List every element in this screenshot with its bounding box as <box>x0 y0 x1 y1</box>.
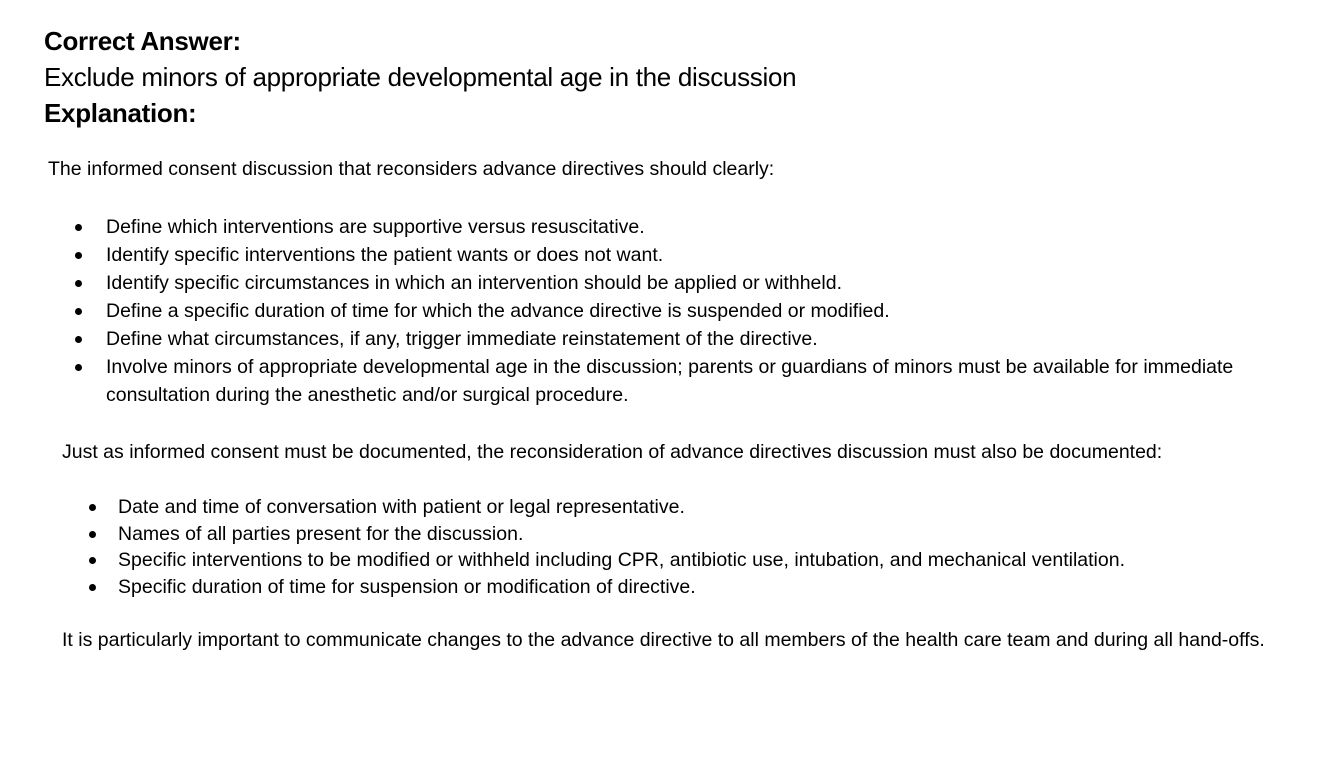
list-item-text: Date and time of conversation with patient or legal representative. <box>118 496 685 518</box>
list-item-text: Define which interventions are supportive versus resuscitative. <box>106 216 645 238</box>
list-item <box>118 521 1268 548</box>
bullet-icon <box>89 557 96 564</box>
bullet-icon <box>75 280 82 287</box>
list-item <box>106 269 1331 297</box>
documentation-intro-paragraph: Just as informed consent must be documented, the reconsideration of advance directives discussion must also be documented: <box>62 441 1163 463</box>
list-item-text: Names of all parties present for the discussion. <box>118 522 524 545</box>
list-item <box>106 241 1331 269</box>
bullet-icon <box>89 584 96 591</box>
list-item-text: Specific interventions to be modified or withheld including CPR, antibiotic use, intubation, and mechanical ventilation. <box>118 549 1125 571</box>
bullet-icon <box>75 308 82 315</box>
list-item-text: Specific duration of time for suspension or modification of directive. <box>118 575 696 598</box>
documentation-requirements-list <box>118 494 1268 600</box>
explanation-heading: Explanation: <box>44 98 197 128</box>
list-item-text: Involve minors of appropriate developmental age in the discussion; parents or guardians of minors must be available for immediate consultation during the anesthetic and/or surgical procedure. <box>106 356 1234 406</box>
list-item <box>106 353 1331 409</box>
list-item <box>118 547 1268 574</box>
list-item <box>106 213 1331 241</box>
consent-requirements-list <box>106 213 1331 409</box>
list-item <box>118 574 1268 601</box>
list-item <box>106 297 1331 325</box>
list-item-text: Identify specific circumstances in which an intervention should be applied or withheld. <box>106 272 842 294</box>
list-item-text: Define a specific duration of time for which the advance directive is suspended or modified. <box>106 300 890 322</box>
list-item <box>106 325 1331 353</box>
bullet-icon <box>75 252 82 259</box>
list-item-text: Define what circumstances, if any, trigger immediate reinstatement of the directive. <box>106 328 818 350</box>
bullet-icon <box>89 531 96 538</box>
bullet-icon <box>89 504 96 511</box>
list-item-text: Identify specific interventions the patient wants or does not want. <box>106 244 664 266</box>
bullet-icon <box>75 336 82 343</box>
correct-answer-text: Exclude minors of appropriate developmental age in the discussion <box>44 62 797 92</box>
correct-answer-heading: Correct Answer: <box>44 26 241 56</box>
bullet-icon <box>75 224 82 231</box>
consent-intro-paragraph: The informed consent discussion that reconsiders advance directives should clearly: <box>48 158 775 180</box>
list-item <box>118 494 1268 521</box>
closing-paragraph: It is particularly important to communicate changes to the advance directive to all members of the health care team and during all hand-offs. <box>62 629 1265 651</box>
bullet-icon <box>75 364 82 371</box>
